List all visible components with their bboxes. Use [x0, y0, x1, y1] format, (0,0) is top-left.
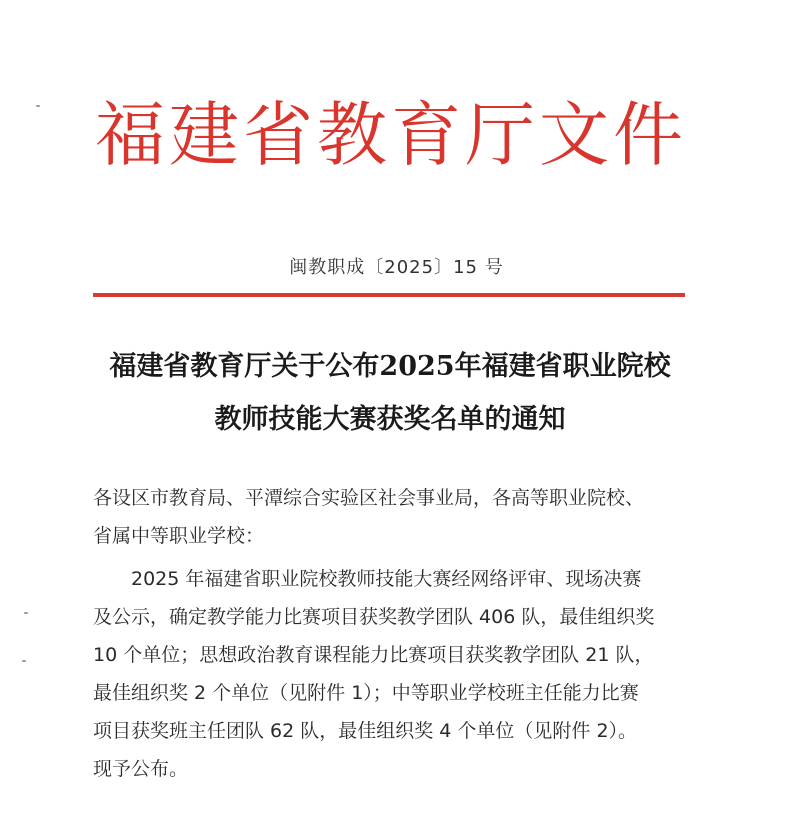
masthead-title: 福建省教育厅文件: [95, 94, 687, 176]
body-paragraph-line-6: 现予公布。: [93, 758, 189, 780]
scan-speck: [36, 105, 40, 107]
notice-title-line-2: 教师技能大赛获奖名单的通知: [214, 404, 566, 435]
notice-title-line-1: 福建省教育厅关于公布2025年福建省职业院校: [109, 351, 671, 382]
body-paragraph-line-4: 最佳组织奖 2 个单位（见附件 1）；中等职业学校班主任能力比赛: [93, 682, 639, 704]
document-number: 闽教职成〔2025〕15 号: [289, 257, 504, 278]
red-divider-line: [93, 293, 685, 297]
body-paragraph-line-1: 2025 年福建省职业院校教师技能大赛经网络评审、现场决赛: [131, 568, 642, 590]
body-paragraph-line-3: 10 个单位；思想政治教育课程能力比赛项目获奖教学团队 21 队，: [93, 644, 654, 666]
body-paragraph-line-5: 项目获奖班主任团队 62 队，最佳组织奖 4 个单位（见附件 2）。: [93, 720, 638, 742]
salutation-line-2: 省属中等职业学校：: [93, 525, 265, 547]
scan-speck: [22, 660, 26, 662]
body-paragraph-line-2: 及公示，确定教学能力比赛项目获奖教学团队 406 队，最佳组织奖: [93, 606, 655, 628]
salutation-line-1: 各设区市教育局、平潭综合实验区社会事业局，各高等职业院校、: [93, 487, 645, 509]
scan-speck: [24, 612, 28, 614]
